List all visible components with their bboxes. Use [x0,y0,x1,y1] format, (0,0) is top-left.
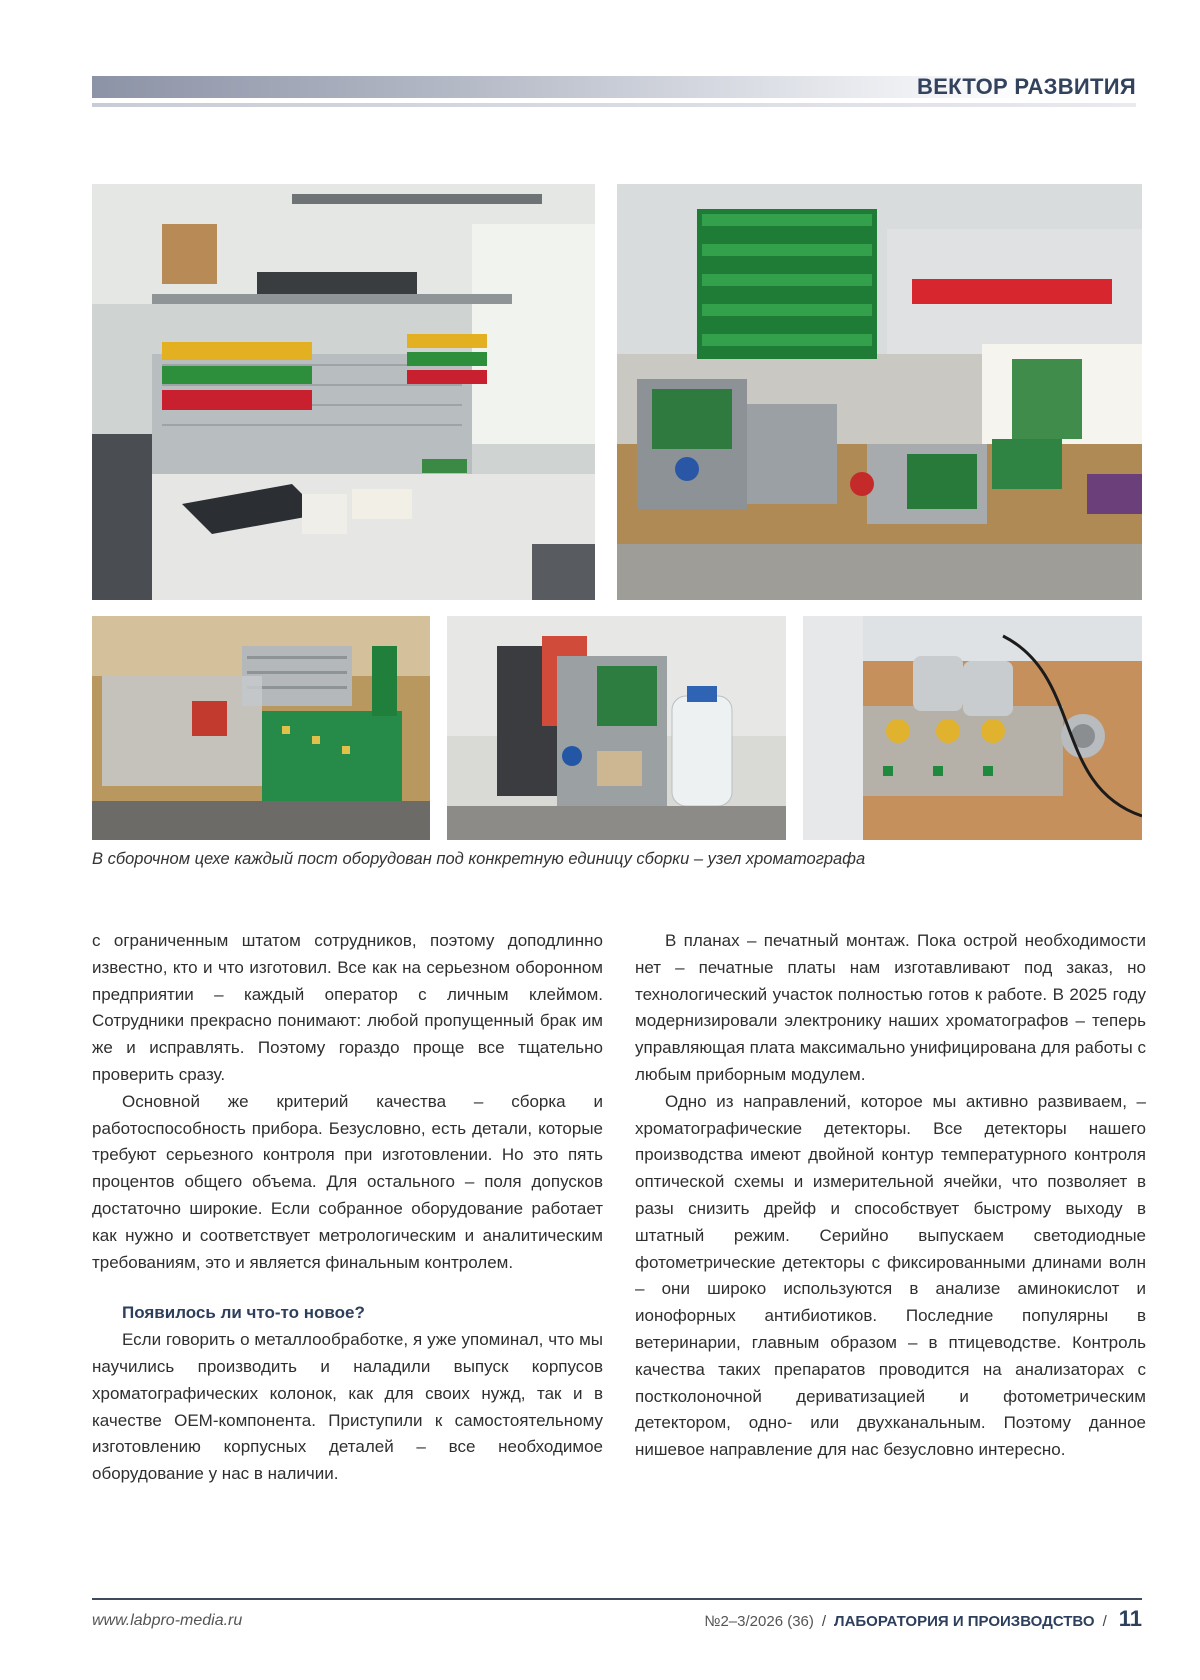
figure-caption: В сборочном цехе каждый пост оборудован под конкретную единицу сборки – узел хроматографа [92,850,866,868]
photo-chromatograph-module [92,616,430,840]
paragraph: Основной же критерий качества – сборка и работоспособность прибора. Безусловно, есть детали, которые требуют серьезного контроля при изготовлении. Но это пять процентов общего объема. Для остального – поля допусков достаточно широкие. Если собранное оборудование работает как нужно и соответствует метрологическим и аналитическим требованиям, это и является финальным контролем. [92,1091,603,1272]
photo-instrument-with-bottle [447,616,786,840]
footer-divider [92,1598,1142,1600]
photo-assembly-workbench [92,184,595,600]
photo-mechanical-parts [803,616,1142,840]
paragraph: Одно из направлений, которое мы активно развиваем, – хроматографические детекторы. Все детекторы нашего производства имеют двойной контур температурного контроля оптической схемы и измерительной ячейки, что позволяет в разы снизить дрейф и способствует быстрому выходу в штатный режим. Серийно выпускаем светодиодные фотометрические детекторы с фиксированными длинами волн – они широко используются в анализе аминокислот и ионофорных антибиотиков. Последние популярны в ветеринарии, главным образом – в птицеводстве. Контроль качества таких препаратов проводится на анализаторах с постколоночной дериватизацией и фотометрическим детектором, одно- или двухканальным. Поэтому данное нишевое направление для нас безусловно интересно. [635,1091,1146,1460]
header-underline [92,103,1136,107]
article-column-right [635,928,1146,1464]
footer-separator: / [1102,1613,1107,1630]
issue-number: №2–3/2026 (36) [704,1613,814,1630]
photo-electronics-bench [617,184,1142,600]
page-number: 11 [1118,1606,1142,1631]
subheading: Появилось ли что-то новое? [122,1303,365,1323]
footer-issue-info [704,1606,1142,1632]
paragraph: с ограниченным штатом сотрудников, поэтому доподлинно известно, кто и что изготовил. Все как на серьезном оборонном предприятии – каждый оператор с личным клеймом. Сотрудники прекрасно понимают: любой пропущенный брак им же и исправлять. Поэтому гораздо проще все тщательно проверить сразу. [92,931,603,1084]
magazine-title: ЛАБОРАТОРИЯ И ПРОИЗВОДСТВО [834,1613,1095,1630]
article-column-left [92,928,603,1488]
paragraph: В планах – печатный монтаж. Пока острой необходимости нет – печатные платы нам изготавливают под заказ, но технологический участок полностью готов к работе. В 2025 году модернизировали электронику наших хроматографов – теперь управляющая плата максимально унифицирована для работы с любым приборным модулем. [635,931,1146,1084]
footer-website-link[interactable]: www.labpro-media.ru [92,1612,243,1629]
footer-separator: / [821,1613,827,1630]
paragraph: Если говорить о металлообработке, я уже упоминал, что мы научились производить и наладили выпуск корпусов хроматографических колонок, как для своих нужд, так и в качестве ОЕМ-компонента. Приступили к самостоятельному изготовлению корпусных деталей – все необходимое оборудование у нас в наличии. [92,1330,603,1484]
section-title: ВЕКТОР РАЗВИТИЯ [917,74,1136,99]
